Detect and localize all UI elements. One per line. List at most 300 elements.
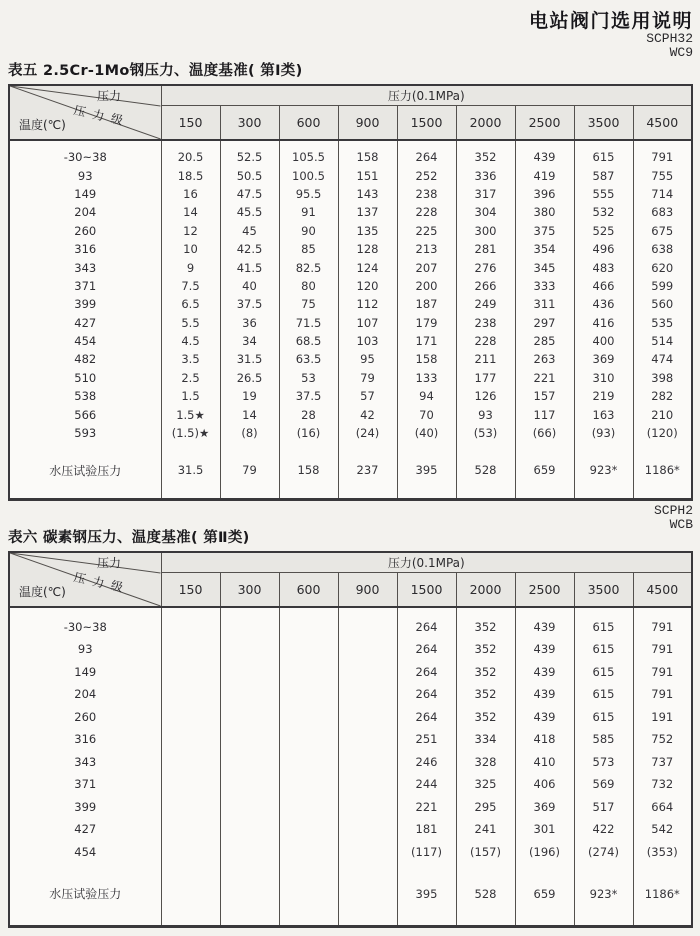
- value-cell: 14: [220, 405, 279, 423]
- value-cell: 2.5: [161, 369, 220, 387]
- value-cell: 276: [456, 258, 515, 276]
- column-header-cell: 900: [338, 106, 397, 141]
- material-code-cast: WCB: [669, 516, 693, 532]
- value-cell: [279, 705, 338, 728]
- temperature-cell: 204: [74, 205, 97, 220]
- value-cell: 264: [397, 607, 456, 638]
- value-cell: 352: [456, 683, 515, 706]
- value-cell: 304: [456, 203, 515, 221]
- test-pressure-label: 水压试验压力: [49, 463, 122, 478]
- value-cell: 310: [574, 369, 633, 387]
- value-cell: 573: [574, 750, 633, 773]
- value-cell: 587: [574, 166, 633, 184]
- table-row: [9, 705, 692, 728]
- column-header-cell: 300: [220, 573, 279, 608]
- value-cell: 615: [574, 607, 633, 638]
- value-cell: 14: [161, 203, 220, 221]
- value-cell: 336: [456, 166, 515, 184]
- table1-caption: 表五 2.5Cr-1Mo钢压力、温度基准( 第Ⅰ类): [8, 63, 303, 79]
- temperature-cell: -30~38: [63, 150, 107, 165]
- value-cell: 53: [279, 369, 338, 387]
- value-cell: 638: [633, 240, 692, 258]
- value-cell: 380: [515, 203, 574, 221]
- corner-header-cell: [9, 552, 161, 607]
- value-cell: 555: [574, 185, 633, 203]
- value-cell: (274): [574, 840, 633, 863]
- value-cell: [220, 660, 279, 683]
- column-header-cell: 2500: [515, 106, 574, 141]
- value-cell: 151: [338, 166, 397, 184]
- material-codes-table1: [646, 32, 693, 59]
- value-cell: [338, 818, 397, 841]
- table-row: [9, 222, 692, 240]
- value-cell: 585: [574, 728, 633, 751]
- value-cell: 157: [515, 387, 574, 405]
- value-cell: 80: [279, 277, 338, 295]
- value-cell: 714: [633, 185, 692, 203]
- value-cell: 517: [574, 795, 633, 818]
- temperature-cell: 538: [74, 389, 97, 404]
- value-cell: 252: [397, 166, 456, 184]
- temperature-cell: 482: [74, 352, 97, 367]
- value-cell: 396: [515, 185, 574, 203]
- test-pressure-value: 659: [515, 442, 574, 500]
- test-pressure-value: 395: [397, 863, 456, 927]
- value-cell: 333: [515, 277, 574, 295]
- value-cell: 791: [633, 683, 692, 706]
- value-cell: 439: [515, 638, 574, 661]
- value-cell: 191: [633, 705, 692, 728]
- unit-header-row: [9, 552, 692, 573]
- value-cell: [220, 683, 279, 706]
- value-cell: 737: [633, 750, 692, 773]
- column-header-cell: 900: [338, 573, 397, 608]
- temperature-cell: 371: [74, 777, 97, 791]
- table1-header: [9, 85, 692, 140]
- temperature-cell: 454: [74, 334, 97, 349]
- value-cell: (157): [456, 840, 515, 863]
- value-cell: 732: [633, 773, 692, 796]
- value-cell: 419: [515, 166, 574, 184]
- value-cell: 225: [397, 222, 456, 240]
- value-cell: 334: [456, 728, 515, 751]
- value-cell: [279, 638, 338, 661]
- value-cell: 615: [574, 660, 633, 683]
- value-cell: 50.5: [220, 166, 279, 184]
- value-cell: 45.5: [220, 203, 279, 221]
- value-cell: [161, 773, 220, 796]
- value-cell: 100.5: [279, 166, 338, 184]
- value-cell: 439: [515, 660, 574, 683]
- value-cell: 317: [456, 185, 515, 203]
- value-cell: 514: [633, 332, 692, 350]
- value-cell: 542: [633, 818, 692, 841]
- value-cell: 34: [220, 332, 279, 350]
- temperature-cell: 93: [77, 642, 93, 656]
- table-row: [9, 203, 692, 221]
- value-cell: 181: [397, 818, 456, 841]
- value-cell: 251: [397, 728, 456, 751]
- value-cell: [161, 660, 220, 683]
- value-cell: 213: [397, 240, 456, 258]
- value-cell: [220, 773, 279, 796]
- column-header-cell: 150: [161, 573, 220, 608]
- value-cell: [220, 750, 279, 773]
- value-cell: 328: [456, 750, 515, 773]
- value-cell: 128: [338, 240, 397, 258]
- value-cell: 301: [515, 818, 574, 841]
- value-cell: [161, 795, 220, 818]
- test-pressure-value: 158: [279, 442, 338, 500]
- corner-header-cell: [9, 85, 161, 140]
- pressure-temperature-table-2: [8, 551, 693, 928]
- value-cell: [338, 607, 397, 638]
- test-pressure-value: 79: [220, 442, 279, 500]
- pressure-unit-header: 压力(0.1MPa): [161, 552, 692, 573]
- column-header-cell: 600: [279, 106, 338, 141]
- value-cell: 163: [574, 405, 633, 423]
- value-cell: 3.5: [161, 350, 220, 368]
- value-cell: 40: [220, 277, 279, 295]
- corner-pressure-class-label: 压力级: [72, 103, 132, 130]
- value-cell: 1.5★: [161, 405, 220, 423]
- table2-header: [9, 552, 692, 607]
- value-cell: 177: [456, 369, 515, 387]
- value-cell: 300: [456, 222, 515, 240]
- value-cell: 12: [161, 222, 220, 240]
- pressure-temperature-table-1: [8, 84, 693, 501]
- value-cell: 36: [220, 314, 279, 332]
- value-cell: 439: [515, 705, 574, 728]
- value-cell: [338, 683, 397, 706]
- table-row: [9, 773, 692, 796]
- table-row: [9, 728, 692, 751]
- test-pressure-value: 31.5: [161, 442, 220, 500]
- corner-temperature-label: 温度(℃): [19, 118, 66, 132]
- value-cell: [161, 638, 220, 661]
- value-cell: 158: [397, 350, 456, 368]
- temperature-cell: 343: [74, 754, 97, 769]
- value-cell: [161, 607, 220, 638]
- value-cell: 26.5: [220, 369, 279, 387]
- column-header-cell: 4500: [633, 106, 692, 141]
- value-cell: [338, 795, 397, 818]
- temperature-cell: 371: [74, 278, 97, 293]
- table2-header-area: [0, 501, 700, 551]
- value-cell: (66): [515, 424, 574, 442]
- value-cell: [220, 705, 279, 728]
- value-cell: 16: [161, 185, 220, 203]
- value-cell: 410: [515, 750, 574, 773]
- value-cell: 179: [397, 314, 456, 332]
- value-cell: 211: [456, 350, 515, 368]
- column-header-cell: 600: [279, 573, 338, 608]
- value-cell: 95: [338, 350, 397, 368]
- test-pressure-value: [279, 863, 338, 927]
- value-cell: 75: [279, 295, 338, 313]
- column-header-cell: 3500: [574, 573, 633, 608]
- value-cell: 569: [574, 773, 633, 796]
- value-cell: [161, 728, 220, 751]
- value-cell: 105.5: [279, 140, 338, 166]
- value-cell: 238: [456, 314, 515, 332]
- table-row: [9, 818, 692, 841]
- temperature-cell: 204: [74, 687, 97, 701]
- table2-test-pressure-section: [9, 863, 692, 927]
- value-cell: 352: [456, 638, 515, 661]
- value-cell: 615: [574, 638, 633, 661]
- value-cell: 755: [633, 166, 692, 184]
- value-cell: 264: [397, 660, 456, 683]
- value-cell: 264: [397, 140, 456, 166]
- value-cell: [220, 638, 279, 661]
- value-cell: 439: [515, 140, 574, 166]
- value-cell: 171: [397, 332, 456, 350]
- value-cell: [220, 818, 279, 841]
- value-cell: 615: [574, 140, 633, 166]
- table2-body: [9, 607, 692, 863]
- value-cell: 249: [456, 295, 515, 313]
- value-cell: 207: [397, 258, 456, 276]
- value-cell: 124: [338, 258, 397, 276]
- test-pressure-value: 395: [397, 442, 456, 500]
- value-cell: 200: [397, 277, 456, 295]
- value-cell: 19: [220, 387, 279, 405]
- value-cell: [161, 750, 220, 773]
- temperature-cell: 93: [77, 168, 93, 183]
- value-cell: 281: [456, 240, 515, 258]
- table-row: [9, 405, 692, 423]
- value-cell: 791: [633, 660, 692, 683]
- table-row: [9, 166, 692, 184]
- table-row: [9, 387, 692, 405]
- temperature-cell: 454: [74, 844, 97, 859]
- value-cell: [279, 795, 338, 818]
- value-cell: [220, 607, 279, 638]
- value-cell: 354: [515, 240, 574, 258]
- value-cell: 375: [515, 222, 574, 240]
- column-header-cell: 150: [161, 106, 220, 141]
- value-cell: 70: [397, 405, 456, 423]
- value-cell: 103: [338, 332, 397, 350]
- value-cell: 112: [338, 295, 397, 313]
- value-cell: 28: [279, 405, 338, 423]
- value-cell: 791: [633, 607, 692, 638]
- column-header-cell: 2000: [456, 573, 515, 608]
- temperature-cell: 149: [74, 664, 97, 679]
- value-cell: (93): [574, 424, 633, 442]
- table2-caption: 表六 碳素钢压力、温度基准( 第Ⅱ类): [8, 530, 250, 547]
- temperature-cell: 399: [74, 799, 97, 814]
- table-row: [9, 683, 692, 706]
- value-cell: 158: [338, 140, 397, 166]
- value-cell: 325: [456, 773, 515, 796]
- value-cell: [279, 728, 338, 751]
- value-cell: 20.5: [161, 140, 220, 166]
- value-cell: 31.5: [220, 350, 279, 368]
- unit-header-row: [9, 85, 692, 106]
- value-cell: 9: [161, 258, 220, 276]
- test-pressure-value: 528: [456, 442, 515, 500]
- value-cell: (8): [220, 424, 279, 442]
- corner-temperature-label: 温度(℃): [19, 585, 66, 600]
- value-cell: 133: [397, 369, 456, 387]
- value-cell: 620: [633, 258, 692, 276]
- value-cell: 369: [515, 795, 574, 818]
- table-row: [9, 314, 692, 332]
- material-code-steel: SCPH32: [646, 31, 693, 46]
- value-cell: (16): [279, 424, 338, 442]
- value-cell: [338, 773, 397, 796]
- value-cell: [338, 840, 397, 863]
- temperature-cell: 427: [74, 822, 97, 836]
- value-cell: [161, 840, 220, 863]
- column-header-cell: 2500: [515, 573, 574, 608]
- value-cell: 228: [456, 332, 515, 350]
- value-cell: 7.5: [161, 277, 220, 295]
- value-cell: 85: [279, 240, 338, 258]
- value-cell: 560: [633, 295, 692, 313]
- test-pressure-value: 528: [456, 863, 515, 927]
- value-cell: (353): [633, 840, 692, 863]
- table-row: [9, 638, 692, 661]
- test-pressure-value: 923*: [574, 442, 633, 500]
- value-cell: 474: [633, 350, 692, 368]
- value-cell: 352: [456, 660, 515, 683]
- table-row: [9, 660, 692, 683]
- value-cell: 219: [574, 387, 633, 405]
- value-cell: 137: [338, 203, 397, 221]
- test-pressure-value: 237: [338, 442, 397, 500]
- value-cell: [279, 607, 338, 638]
- pressure-unit-header: 压力(0.1MPa): [161, 85, 692, 106]
- value-cell: 93: [456, 405, 515, 423]
- value-cell: 241: [456, 818, 515, 841]
- value-cell: 264: [397, 683, 456, 706]
- value-cell: (120): [633, 424, 692, 442]
- value-cell: 1.5: [161, 387, 220, 405]
- value-cell: [279, 660, 338, 683]
- value-cell: 295: [456, 795, 515, 818]
- page-title: 电站阀门选用说明: [528, 10, 693, 32]
- value-cell: 352: [456, 140, 515, 166]
- value-cell: 525: [574, 222, 633, 240]
- value-cell: 282: [633, 387, 692, 405]
- value-cell: (196): [515, 840, 574, 863]
- value-cell: 422: [574, 818, 633, 841]
- table-row: [9, 185, 692, 203]
- test-pressure-value: 659: [515, 863, 574, 927]
- value-cell: [220, 795, 279, 818]
- value-cell: 10: [161, 240, 220, 258]
- value-cell: [220, 728, 279, 751]
- value-cell: 496: [574, 240, 633, 258]
- value-cell: 532: [574, 203, 633, 221]
- table-row: [9, 840, 692, 863]
- value-cell: [161, 818, 220, 841]
- value-cell: 791: [633, 638, 692, 661]
- value-cell: 791: [633, 140, 692, 166]
- value-cell: [161, 705, 220, 728]
- test-pressure-value: [338, 863, 397, 927]
- column-header-cell: 4500: [633, 573, 692, 608]
- value-cell: 79: [338, 369, 397, 387]
- value-cell: 369: [574, 350, 633, 368]
- temperature-cell: 260: [74, 223, 97, 238]
- table-row: [9, 332, 692, 350]
- value-cell: [279, 840, 338, 863]
- table1-test-pressure-section: [9, 442, 692, 500]
- value-cell: 47.5: [220, 185, 279, 203]
- value-cell: 91: [279, 203, 338, 221]
- value-cell: 143: [338, 185, 397, 203]
- value-cell: 6.5: [161, 295, 220, 313]
- value-cell: 311: [515, 295, 574, 313]
- temperature-cell: 316: [74, 242, 97, 257]
- table-row: [9, 369, 692, 387]
- value-cell: 18.5: [161, 166, 220, 184]
- test-pressure-value: [161, 863, 220, 927]
- value-cell: (117): [397, 840, 456, 863]
- value-cell: 244: [397, 773, 456, 796]
- value-cell: 436: [574, 295, 633, 313]
- value-cell: (53): [456, 424, 515, 442]
- value-cell: 266: [456, 277, 515, 295]
- value-cell: [338, 728, 397, 751]
- test-pressure-value: 923*: [574, 863, 633, 927]
- value-cell: 95.5: [279, 185, 338, 203]
- value-cell: [279, 683, 338, 706]
- value-cell: 52.5: [220, 140, 279, 166]
- value-cell: 264: [397, 705, 456, 728]
- column-header-cell: 3500: [574, 106, 633, 141]
- corner-pressure-label: 压力: [97, 556, 122, 571]
- value-cell: 352: [456, 607, 515, 638]
- value-cell: 4.5: [161, 332, 220, 350]
- value-cell: 398: [633, 369, 692, 387]
- temperature-cell: 316: [74, 732, 97, 746]
- table-row: [9, 295, 692, 313]
- value-cell: 135: [338, 222, 397, 240]
- value-cell: 68.5: [279, 332, 338, 350]
- value-cell: 117: [515, 405, 574, 423]
- value-cell: 107: [338, 314, 397, 332]
- value-cell: 352: [456, 705, 515, 728]
- test-pressure-value: 1186*: [633, 863, 692, 927]
- value-cell: [220, 840, 279, 863]
- value-cell: 675: [633, 222, 692, 240]
- table-row: [9, 240, 692, 258]
- temperature-cell: -30~38: [63, 619, 107, 634]
- corner-pressure-class-label: 压力级: [72, 570, 132, 597]
- value-cell: 664: [633, 795, 692, 818]
- temperature-cell: 510: [74, 370, 97, 385]
- value-cell: 246: [397, 750, 456, 773]
- value-cell: 483: [574, 258, 633, 276]
- value-cell: [279, 818, 338, 841]
- value-cell: [161, 683, 220, 706]
- table-row: [9, 277, 692, 295]
- table-row: [9, 607, 692, 638]
- temperature-cell: 427: [74, 315, 97, 330]
- value-cell: 5.5: [161, 314, 220, 332]
- material-codes-table2: [654, 504, 693, 531]
- value-cell: [338, 750, 397, 773]
- value-cell: 187: [397, 295, 456, 313]
- value-cell: 82.5: [279, 258, 338, 276]
- table-row: [9, 424, 692, 442]
- column-header-cell: 300: [220, 106, 279, 141]
